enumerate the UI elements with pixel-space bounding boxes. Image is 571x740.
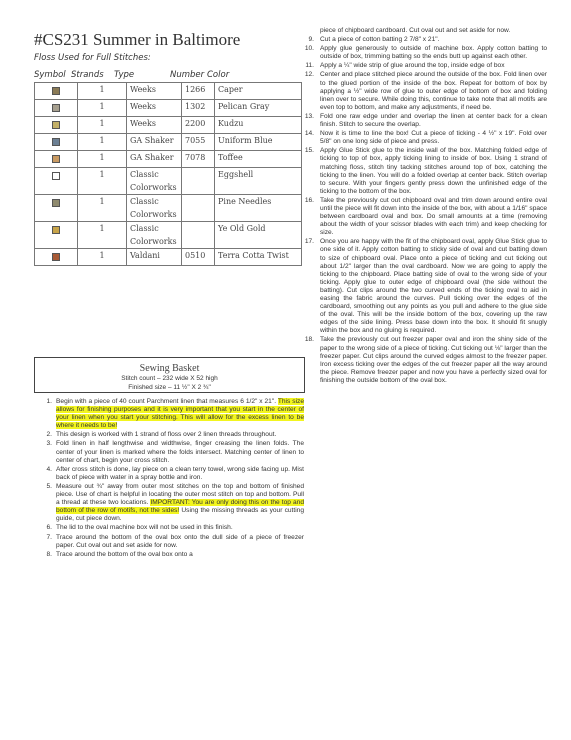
floss-type: Classic Colorworks xyxy=(127,168,182,195)
floss-color-name: Uniform Blue xyxy=(215,134,302,151)
sewing-basket-box xyxy=(34,357,305,393)
step-text-part: The lid to the oval machine box will not be used in this finish. xyxy=(56,524,233,532)
col-header-strands: Strands xyxy=(71,70,104,80)
floss-color-name: Ye Old Gold xyxy=(215,222,302,249)
floss-symbol xyxy=(35,249,78,266)
floss-row xyxy=(35,83,302,100)
step-text xyxy=(56,431,304,439)
instruction-step xyxy=(300,27,547,35)
step-text-part: Apply a ¼" wide strip of glue around the top, inside edge of box xyxy=(320,62,505,70)
instruction-step xyxy=(300,71,547,111)
step-text xyxy=(320,27,547,35)
floss-row xyxy=(35,168,302,195)
floss-table xyxy=(34,82,302,266)
floss-row xyxy=(35,249,302,266)
step-text xyxy=(320,130,547,146)
step-text-part: Take the previously cut out chipboard oval and trim down around entire oval until the piece will fit down into the inside of the box, with about a 1/16" space between cardboard oval and box. Do small amounts at a time (removing about the width of your scissor blades with each trim) and keep checking for size. xyxy=(320,196,547,237)
floss-type: Weeks xyxy=(127,83,182,100)
step-number: 18. xyxy=(304,336,314,344)
step-text xyxy=(320,71,547,111)
floss-symbol-swatch xyxy=(52,87,60,95)
stitch-count: Stitch count – 232 wide X 52 high xyxy=(121,375,218,382)
floss-number: 1302 xyxy=(182,100,215,117)
step-text-part: Center and place stitched piece around the outside of the box. Fold linen over to the glued portion of the inside of the box. Repeat for bottom of box by applying a ½" wide row of glue to outer edge of bottom of box and folding linen over to secure. While doing this, continue to take note that all motifs are even top to bottom, and make any adjustments, if need be. xyxy=(320,71,547,111)
floss-symbol xyxy=(35,134,78,151)
step-text-part: Once you are happy with the fit of the chipboard oval, apply Glue Stick glue to one side of it. Apply cotton batting to sticky side of oval and cut batting down to size of chipboard oval. Place onto a piece of ticking and cut ticking out about 1/2" larger than the oval cardboard. Now we are going to apply the ticking to the chipboard. Place batting side of oval to the wrong side of your ticking. Apply glue to outer edge of chipboard oval (the side without the batting). Cut clips around the two curved ends of the ticking oval to aid in easing the fabric around the curves. Pull ticking over the edges of the cardboard, smoothing out any points as you pull and adhere to the glue side of the oval. This will be the inside bottom of the box, covering up the raw edges of the side lining. Press base down into the box. It should fit snugly within the box and no gluing is required. xyxy=(320,238,547,335)
instruction-step xyxy=(34,466,304,482)
step-number: 17. xyxy=(304,238,314,246)
step-number: 15. xyxy=(304,147,314,155)
floss-color-name: Pine Needles xyxy=(215,195,302,222)
floss-number: 2200 xyxy=(182,117,215,134)
instruction-step xyxy=(34,440,304,464)
step-number: 10. xyxy=(304,45,314,53)
floss-strands: 1 xyxy=(78,83,127,100)
floss-strands: 1 xyxy=(78,134,127,151)
finished-size: Finished size – 11 ½" X 2 ¾" xyxy=(128,384,211,391)
floss-type: GA Shaker xyxy=(127,134,182,151)
step-text xyxy=(320,336,547,385)
step-text-part: Trace around the bottom of the oval box onto the dull side of a piece of freezer paper. Cut oval out and set aside for now. xyxy=(56,533,304,549)
floss-number: 7078 xyxy=(182,151,215,168)
step-number: 5. xyxy=(46,482,52,490)
step-text-part: piece of chipboard cardboard. Cut oval out and set aside for now. xyxy=(320,27,511,34)
step-text xyxy=(56,398,304,430)
floss-color-name: Kudzu xyxy=(215,117,302,134)
floss-type: Weeks xyxy=(127,117,182,134)
floss-strands: 1 xyxy=(78,249,127,266)
step-text-part: Apply glue generously to outside of machine box. Apply cotton batting to outside of box, trimming batting so the ends butt up against each other. xyxy=(320,45,547,61)
floss-strands: 1 xyxy=(78,168,127,195)
floss-type: GA Shaker xyxy=(127,151,182,168)
floss-number xyxy=(182,195,215,222)
step-text-part: Cut a piece of cotton batting 2 7/8" x 21". xyxy=(320,36,440,44)
instruction-step xyxy=(34,524,304,532)
floss-row xyxy=(35,134,302,151)
floss-strands: 1 xyxy=(78,151,127,168)
step-number: 3. xyxy=(46,440,52,448)
highlighted-text: This size allows for finishing purposes and it is very important that you start in the center of your linen when you start your stitching. This will allow for the excess linen to be where it needs to be! xyxy=(56,398,304,430)
col-header-type: Type xyxy=(114,70,135,80)
instruction-step xyxy=(300,62,547,70)
step-text xyxy=(320,36,547,44)
highlighted-text: IMPORTANT: You are only doing this on the top and bottom of the row of motifs, not the sides! xyxy=(56,499,304,515)
instructions-left xyxy=(34,398,304,560)
floss-symbol-swatch xyxy=(52,253,60,261)
floss-symbol-swatch xyxy=(52,121,60,129)
floss-symbol xyxy=(35,117,78,134)
step-text-part: Begin with a piece of 40 count Parchment linen that measures 6 1/2" x 21". xyxy=(56,398,278,405)
sewing-title: Sewing Basket xyxy=(139,363,200,374)
floss-symbol xyxy=(35,222,78,249)
floss-symbol xyxy=(35,195,78,222)
floss-symbol-swatch xyxy=(52,155,60,163)
floss-type: Classic Colorworks xyxy=(127,195,182,222)
step-number: 16. xyxy=(304,196,314,204)
instruction-step xyxy=(300,147,547,196)
floss-number: 0510 xyxy=(182,249,215,266)
instruction-step xyxy=(300,130,547,146)
floss-symbol-swatch xyxy=(52,138,60,146)
floss-number: 7055 xyxy=(182,134,215,151)
pattern-title: #CS231 Summer in Baltimore xyxy=(34,30,241,49)
step-text-part: Measure out ¾" away from outer most stitches on the top and bottom of finished piece. Use of chart is helpful in locating the outer most stitch on top and bottom. Pull a thread at these two locations. xyxy=(56,482,304,507)
step-text xyxy=(320,45,547,61)
step-text xyxy=(320,147,547,196)
step-text-part: Using the missing threads as your cutting guide, cut piece down. xyxy=(56,507,304,523)
step-text-part: Take the previously cut out freezer paper oval and iron the shiny side of the paper to the wrong side of a piece of ticking. Cut ticking out ⅛" larger than the freezer paper. Cut clips around the curved edges almost to the freezer paper. Iron excess ticking over the edges of the cut freezer paper all the way around the piece. Remove freezer paper and now you have a perfectly sized oval for finishing the outside bottom of the oval box. xyxy=(320,336,547,384)
step-text xyxy=(56,524,304,532)
step-text-part: This design is worked with 1 strand of floss over 2 linen threads throughout. xyxy=(56,431,277,439)
instruction-step xyxy=(300,197,547,237)
floss-row xyxy=(35,151,302,168)
step-text xyxy=(320,197,547,237)
floss-color-name: Pelican Gray xyxy=(215,100,302,117)
floss-number xyxy=(182,222,215,249)
floss-color-name: Eggshell xyxy=(215,168,302,195)
step-text xyxy=(56,466,304,482)
step-number: 14. xyxy=(304,130,314,138)
floss-symbol xyxy=(35,151,78,168)
instruction-step xyxy=(34,398,304,430)
step-number: 9. xyxy=(308,36,314,44)
step-number: 8. xyxy=(46,550,52,558)
instruction-step xyxy=(300,113,547,129)
instruction-step xyxy=(300,45,547,61)
floss-symbol-swatch xyxy=(52,104,60,112)
step-number: 4. xyxy=(46,465,52,473)
floss-color-name: Toffee xyxy=(215,151,302,168)
floss-heading: Floss Used for Full Stitches: xyxy=(34,53,151,63)
step-text-part: Trace around the bottom of the oval box onto a xyxy=(56,550,193,558)
floss-type: Valdani xyxy=(127,249,182,266)
step-number: 11. xyxy=(305,62,314,70)
floss-number xyxy=(182,168,215,195)
floss-symbol-swatch xyxy=(52,199,60,207)
floss-strands: 1 xyxy=(78,195,127,222)
floss-symbol-swatch xyxy=(52,226,60,234)
col-header-color: Color xyxy=(207,70,230,80)
floss-symbol xyxy=(35,83,78,100)
step-number: 1. xyxy=(46,398,52,405)
floss-color-name: Terra Cotta Twist xyxy=(215,249,302,266)
step-text xyxy=(320,62,547,70)
floss-strands: 1 xyxy=(78,117,127,134)
step-text xyxy=(320,238,547,335)
instruction-step xyxy=(34,431,304,439)
step-text-part: After cross stitch is done, lay piece on a clean terry towel, wrong side facing up. Mist back of piece with water in a spray bottle and iron. xyxy=(56,465,304,481)
step-number: 7. xyxy=(46,533,52,541)
floss-type: Weeks xyxy=(127,100,182,117)
instructions-right xyxy=(300,27,547,386)
floss-color-name: Caper xyxy=(215,83,302,100)
instruction-step xyxy=(34,551,304,559)
floss-row xyxy=(35,100,302,117)
instruction-step xyxy=(300,336,547,385)
floss-row xyxy=(35,195,302,222)
step-text xyxy=(56,551,304,559)
floss-strands: 1 xyxy=(78,100,127,117)
floss-strands: 1 xyxy=(78,222,127,249)
instruction-step xyxy=(300,36,547,44)
step-number: 2. xyxy=(46,431,52,439)
step-text-part: Fold one raw edge under and overlap the linen at center back for a clean finish. Stitch to secure the overlap. xyxy=(320,112,547,129)
floss-symbol xyxy=(35,168,78,195)
step-text xyxy=(56,483,304,523)
instruction-step xyxy=(34,534,304,550)
step-text xyxy=(320,113,547,129)
col-header-symbol: Symbol xyxy=(34,70,66,80)
floss-row xyxy=(35,117,302,134)
step-text-part: Now it is time to line the box! Cut a piece of ticking - 4 ½" x 19". Fold over 5/8" on one long side of piece and press. xyxy=(320,130,547,146)
step-number: 13. xyxy=(304,112,314,120)
floss-symbol xyxy=(35,100,78,117)
step-text-part: Fold linen in half lengthwise and widthwise, finger creasing the linen folds. The center of your linen is marked where the folds intersect. Matching center of linen to center of chart, begin your cross stitch. xyxy=(56,440,304,464)
step-text xyxy=(56,534,304,550)
floss-number: 1266 xyxy=(182,83,215,100)
step-number: 6. xyxy=(46,524,52,532)
floss-symbol-swatch xyxy=(52,172,60,180)
step-number: 12. xyxy=(304,71,314,79)
floss-row xyxy=(35,222,302,249)
instruction-step xyxy=(34,483,304,523)
floss-type: Classic Colorworks xyxy=(127,222,182,249)
instruction-step xyxy=(300,238,547,335)
col-header-number: Number xyxy=(170,70,205,80)
step-text xyxy=(56,440,304,464)
step-text-part: Apply Glue Stick glue to the inside wall of the box. Matching folded edge of ticking to top of box, apply ticking lining to inside of box. Using 1 strand of matching floss, stitch tiny tacking stitches around top of box, catching the ticking to the linen. You will do a folded overlap at center back. Stitch overlap to secure. With your fingers gently press down the unfinished edge of the ticking to the bottom of the box. xyxy=(320,147,547,195)
